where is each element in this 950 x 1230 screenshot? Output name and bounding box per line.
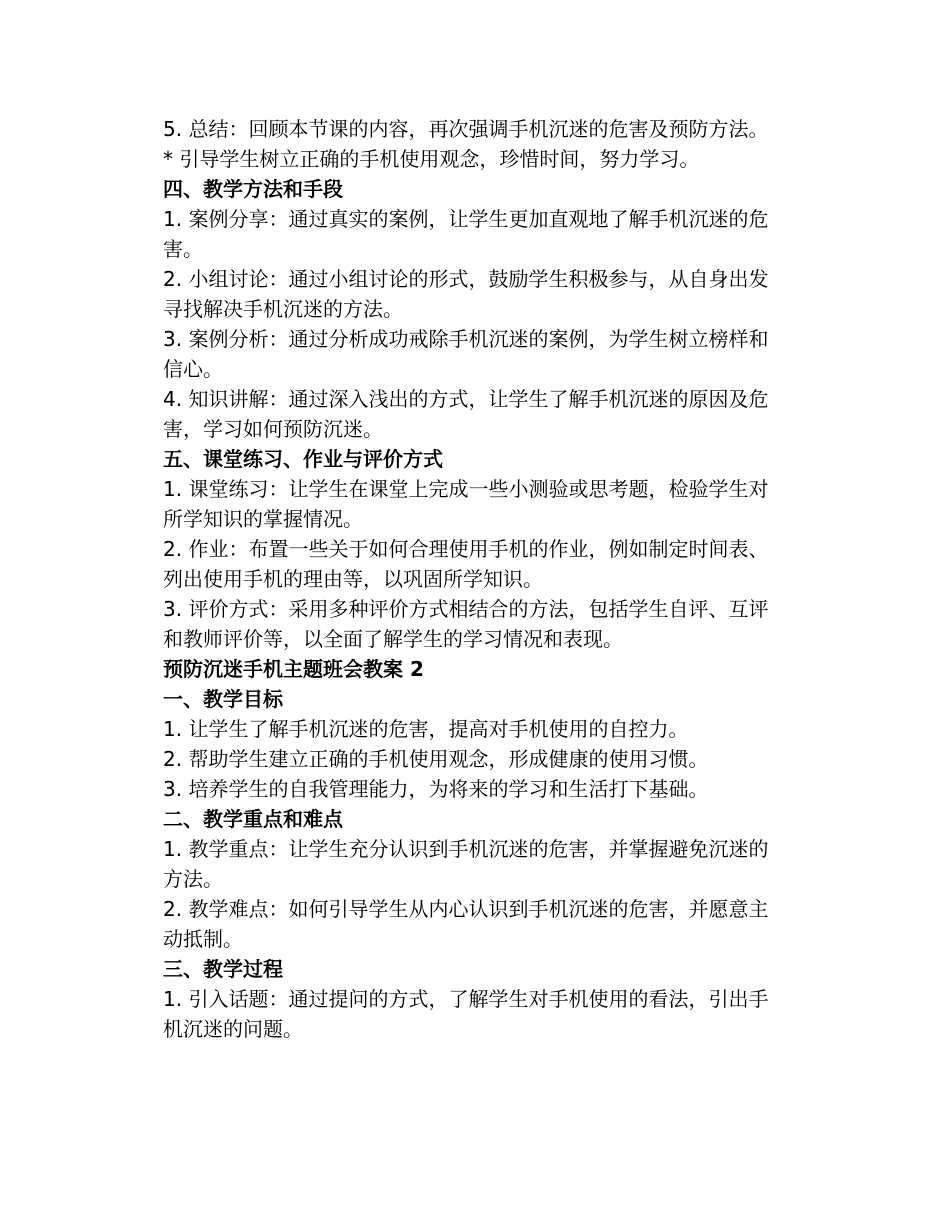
paragraph-goal-1: 1. 让学生了解手机沉迷的危害，提高对手机使用的自控力。 [163, 717, 689, 741]
paragraph-case-sharing: 1. 案例分享：通过真实的案例，让学生更加直观地了解手机沉迷的危害。 [163, 207, 769, 261]
section-heading-methods: 四、教学方法和手段 [163, 177, 343, 201]
section-heading-key-points: 二、教学重点和难点 [163, 807, 343, 831]
paragraph-case-analysis: 3. 案例分析：通过分析成功戒除手机沉迷的案例，为学生树立榜样和信心。 [163, 327, 769, 381]
paragraph-summary: 5. 总结：回顾本节课的内容，再次强调手机沉迷的危害及预防方法。 [163, 117, 769, 141]
section-heading-exercises: 五、课堂练习、作业与评价方式 [163, 447, 443, 471]
paragraph-introduce-topic: 1. 引入话题：通过提问的方式，了解学生对手机使用的看法，引出手机沉迷的问题。 [163, 987, 769, 1041]
section-heading-process: 三、教学过程 [163, 957, 283, 981]
paragraph-knowledge-lecture: 4. 知识讲解：通过深入浅出的方式，让学生了解手机沉迷的原因及危害，学习如何预防沉迷。 [163, 387, 769, 441]
paragraph-evaluation: 3. 评价方式：采用多种评价方式相结合的方法，包括学生自评、互评和教师评价等，以全面了解学生的学习情况和表现。 [163, 597, 769, 651]
paragraph-class-exercise: 1. 课堂练习：让学生在课堂上完成一些小测验或思考题，检验学生对所学知识的掌握情况。 [163, 477, 769, 531]
paragraph-key-point: 1. 教学重点：让学生充分认识到手机沉迷的危害，并掌握避免沉迷的方法。 [163, 837, 769, 891]
paragraph-group-discussion: 2. 小组讨论：通过小组讨论的形式，鼓励学生积极参与，从自身出发寻找解决手机沉迷的方法。 [163, 267, 769, 321]
paragraph-guidance: * 引导学生树立正确的手机使用观念，珍惜时间，努力学习。 [163, 147, 700, 171]
section-heading-goals: 一、教学目标 [163, 687, 283, 711]
paragraph-difficulty: 2. 教学难点：如何引导学生从内心认识到手机沉迷的危害，并愿意主动抵制。 [163, 897, 769, 951]
document-title-2: 预防沉迷手机主题班会教案 2 [163, 657, 424, 681]
paragraph-goal-2: 2. 帮助学生建立正确的手机使用观念，形成健康的使用习惯。 [163, 747, 709, 771]
document-page [163, 114, 783, 1044]
paragraph-homework: 2. 作业：布置一些关于如何合理使用手机的作业，例如制定时间表、列出使用手机的理由等，以巩固所学知识。 [163, 537, 769, 591]
paragraph-goal-3: 3. 培养学生的自我管理能力，为将来的学习和生活打下基础。 [163, 777, 709, 801]
